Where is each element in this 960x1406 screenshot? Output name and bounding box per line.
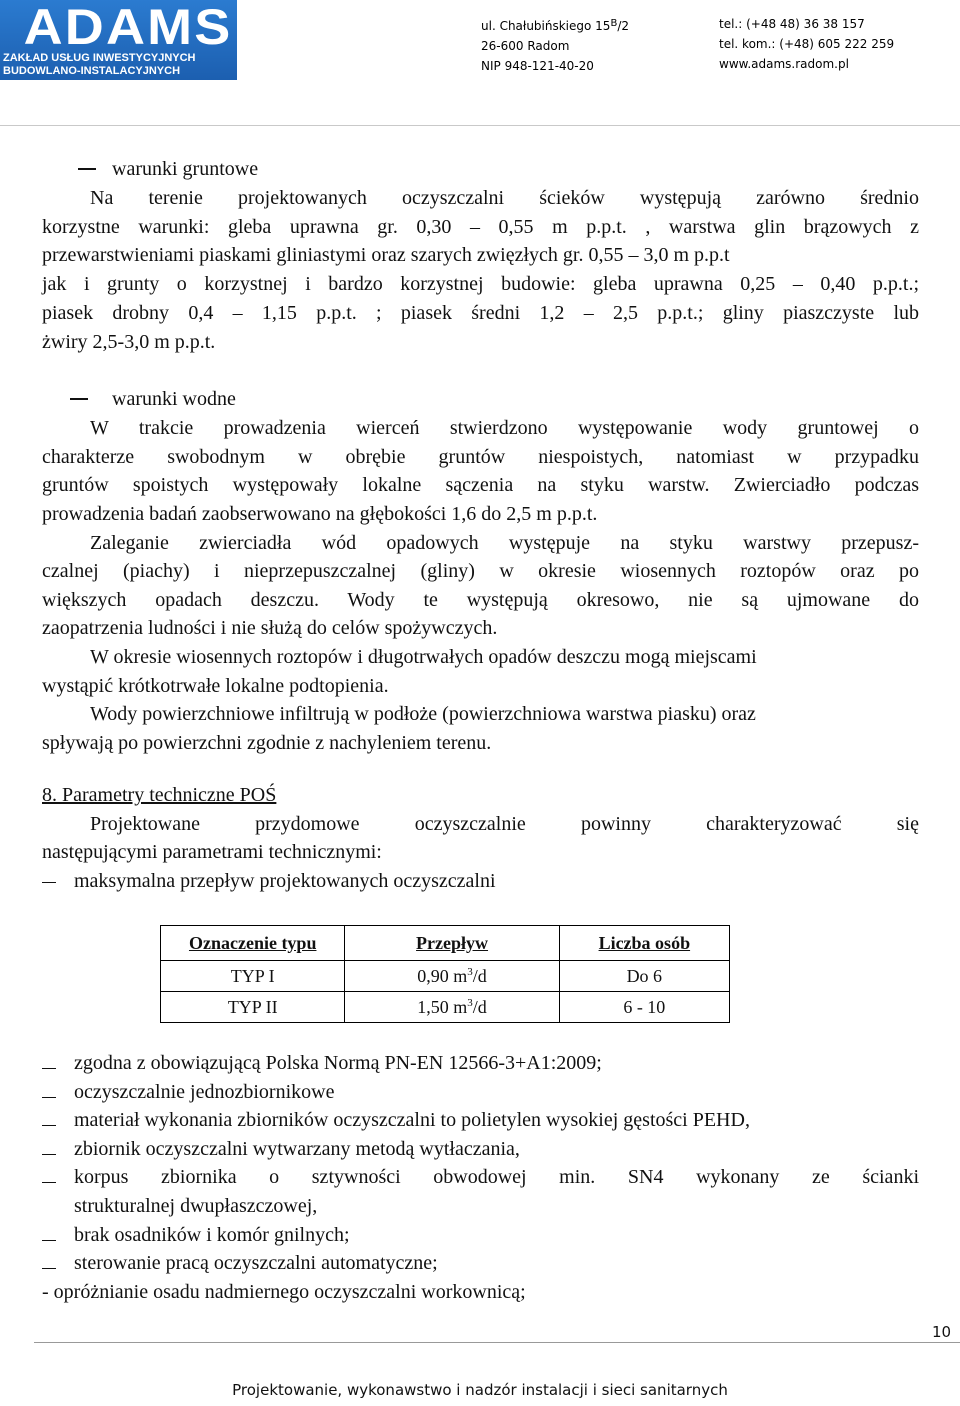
water-line: większych opadach deszczu. Wody te występują okresowo, nie są ujmowane do [42, 589, 919, 611]
water-line: W trakcie prowadzenia wierceń stwierdzono występowanie wody gruntowej o [90, 417, 919, 439]
address-nip: NIP 948-121-40-20 [481, 59, 594, 73]
water-line: Zaleganie zwierciadła wód opadowych występuje na styku warstwy przepusz- [90, 532, 919, 554]
water-line: W okresie wiosennych roztopów i długotrwałych opadów deszczu mogą miejscami [90, 646, 757, 668]
dash-marker [42, 882, 56, 883]
table-cell-flow: 0,90 $m^3/d$ [345, 961, 559, 992]
ground-line: piasek drobny 0,4 – 1,15 p.p.t. ; piasek średni 1,2 – 2,5 p.p.t.; gliny piaszczyste lub [42, 302, 919, 324]
header-divider [0, 125, 960, 126]
bullet-item: zbiornik oczyszczalni wytwarzany metodą wytłaczania, [74, 1138, 520, 1160]
ground-line: żwiry 2,5-3,0 m p.p.t. [42, 331, 216, 353]
params-heading: 8. Parametry techniczne POŚ [42, 784, 277, 806]
logo-wordmark: ADAMS [23, 0, 233, 55]
parameters-table [160, 925, 730, 1023]
water-line: czalnej (piachy) i nieprzepuszczalnej (gliny) w okresie wiosennych roztopów oraz po [42, 560, 919, 582]
address-street: ul. Chałubińskiego $15^B/2$ [481, 18, 630, 33]
bullet-item: oczyszczalnie jednozbiornikowe [74, 1081, 335, 1103]
table-row [161, 992, 730, 1023]
bullet-item: brak osadników i komór gnilnych; [74, 1224, 350, 1246]
table-cell-persons: 6 - 10 [559, 992, 729, 1023]
dash-marker [42, 1182, 56, 1183]
bullet-item: zgodna z obowiązującą Polska Normą PN-EN 12566-3+A1:2009; [74, 1052, 602, 1074]
header-address [481, 14, 629, 76]
footer-text: Projektowanie, wykonawstwo i nadzór instalacji i sieci sanitarnych [232, 1381, 728, 1399]
table-header-flow: Przepływ [345, 926, 559, 961]
table-header-type: Oznaczenie typu [161, 926, 345, 961]
dash-marker [70, 398, 88, 400]
header-contact [719, 14, 894, 74]
params-intro: następującymi parametrami technicznymi: [42, 841, 382, 863]
table-cell-type: TYP I [161, 961, 345, 992]
water-line: charakterze swobodnym w obrębie gruntów niespoistych, natomiast w przypadku [42, 446, 919, 468]
water-line: wystąpić krótkotrwałe lokalne podtopienia. [42, 675, 389, 697]
table-cell-type: TYP II [161, 992, 345, 1023]
contact-mobile: tel. kom.: (+48) 605 222 259 [719, 37, 895, 51]
dash-marker [42, 1240, 56, 1241]
table-cell-flow: 1,50 $m^3/d$ [345, 992, 559, 1023]
dash-marker [42, 1097, 56, 1098]
bullet-item-continued: strukturalnej dwupłaszczowej, [74, 1195, 318, 1217]
ground-line: korzystne warunki: gleba uprawna gr. 0,30 – 0,55 m p.p.t. , warstwa glin brązowych z [42, 216, 919, 238]
ground-heading: warunki gruntowe [112, 158, 259, 180]
bullet-item: materiał wykonania zbiorników oczyszczalni to polietylen wysokiej gęstości PEHD, [74, 1109, 750, 1131]
footer-divider [34, 1342, 960, 1343]
dash-marker [42, 1125, 56, 1126]
table-header-row [161, 926, 730, 961]
logo-tagline-1: ZAKŁAD USŁUG INWESTYCYJNYCH [3, 52, 196, 64]
water-line: zaopatrzenia ludności i nie służą do celów spożywczych. [42, 617, 498, 639]
ground-line: przewarstwieniami piaskami gliniastymi oraz szarych zwięzłych gr. 0,55 – 3,0 m p.p.t [42, 244, 730, 266]
page-number: 10 [932, 1323, 952, 1341]
dash-marker [42, 1268, 56, 1269]
table-row [161, 961, 730, 992]
water-line: gruntów spoistych występowały lokalne sączenia na styku warstw. Zwierciadło podczas [42, 474, 919, 496]
ground-line: Na terenie projektowanych oczyszczalni ścieków występują zarówno średnio [90, 187, 919, 209]
logo-tagline-2: BUDOWLANO-INSTALACYJNYCH [3, 65, 181, 77]
table-header-persons: Liczba osób [559, 926, 729, 961]
bullet-item: korpus zbiornika o sztywności obwodowej min. SN4 wykonany ze ścianki [74, 1166, 919, 1188]
table-cell-persons: Do 6 [559, 961, 729, 992]
water-line: prowadzenia badań zaobserwowano na głębokości 1,6 do 2,5 m p.p.t. [42, 503, 598, 525]
dash-marker [42, 1154, 56, 1155]
params-intro: Projektowane przydomowe oczyszczalnie powinny charakteryzować się [90, 813, 919, 835]
water-heading: warunki wodne [112, 388, 236, 410]
contact-phone: tel.: (+48 48) 36 38 157 [719, 17, 865, 31]
ground-line: jak i grunty o korzystnej i bardzo korzystnej budowie: gleba uprawna 0,25 – 0,40 p.p.t.; [42, 273, 919, 295]
dash-marker [42, 1068, 56, 1069]
dash-marker [78, 168, 96, 170]
water-line: spływają po powierzchni zgodnie z nachyleniem terenu. [42, 732, 492, 754]
bullet-item-last: - opróżnianie osadu nadmiernego oczyszczalni workownicą; [42, 1281, 526, 1303]
bullet-max-flow: maksymalna przepływ projektowanych oczyszczalni [74, 870, 496, 892]
address-city: 26-600 Radom [481, 39, 570, 53]
company-logo [0, 0, 237, 80]
water-line: Wody powierzchniowe infiltrują w podłoże (powierzchniowa warstwa piasku) oraz [90, 703, 756, 725]
contact-website: www.adams.radom.pl [719, 57, 849, 71]
bullet-item: sterowanie pracą oczyszczalni automatyczne; [74, 1252, 438, 1274]
